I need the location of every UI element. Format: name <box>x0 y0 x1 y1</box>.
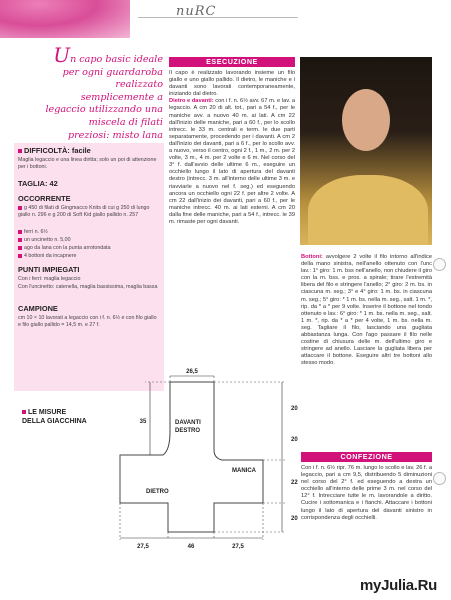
difficulty-heading: DIFFICOLTÀ: facile <box>18 146 91 155</box>
needs-item-3: un uncinetto n. 5,00 <box>18 237 160 244</box>
header-script-title: nuRC <box>176 4 217 19</box>
dim-right-4: 20 <box>291 516 298 522</box>
needs-item-5: 4 bottoni da incapnere <box>18 253 160 260</box>
difficulty-text: Maglia legaccio e una linea diritta; solo un poi di attenzione per i bottoni. <box>18 157 157 170</box>
garment-outline <box>120 382 263 532</box>
points-crochet: Con l'uncinetto: catenella, maglia bassissima, maglia bassa <box>18 284 158 290</box>
dim-bottom-1: 27,5 <box>137 544 149 550</box>
esecuzione-heading: ESECUZIONE <box>169 57 295 67</box>
confezione-heading: CONFEZIONE <box>301 452 432 462</box>
needs-item-4: ago da lana con la punta arrotondata <box>18 245 160 252</box>
diagram-title: LE MISURE DELLA GIACCHINA <box>22 409 87 425</box>
needs-item-1: g 450 di filati di Gingmacco Knits di cui g 250 di lungo giallo n. 296 e g 200 di Soft Kid giallo pallido n. 257 <box>18 205 150 218</box>
size-heading: TAGLIA: 42 <box>18 179 58 188</box>
points-heading: PUNTI IMPIEGATI <box>18 265 80 274</box>
label-back: DIETRO <box>146 489 169 495</box>
needs-item-2: ferri n. 6½ <box>18 229 160 236</box>
dim-bottom-2: 46 <box>187 544 195 550</box>
label-sleeve: MANICA <box>232 468 256 474</box>
sample-heading: CAMPIONE <box>18 304 58 313</box>
sample-text: cm 10 × 10 lavorati a legaccio con i f. n. 6½ e con filo giallo e filo giallo pallido = 14,5 m. e 27 f. <box>18 315 157 328</box>
intro-initial: U <box>53 43 71 67</box>
dim-bottom-3: 27,5 <box>232 544 244 550</box>
dim-left: 35 <box>139 419 147 425</box>
esecuzione-text: Il capo è realizzato lavorando insieme un filo giallo e uno giallo pallido. Il dietro, le maniche e i davanti sono lavorati contemporaneamente, iniziando dal dietro. Dietro e davanti: con i f. n. 6½ avv. 67 m. e lav. a legaccio. A cm 20 di alt. tot., pari a 54 f., per le maniche avv. a nuovo 40 m. ai lati. A cm 22 dall'inizio delle maniche, pari a 60 f., per lo scollo intrecc. le 33 m. centrali e term. le due parti separatamente, procedendo per i davanti. A cm 2 dall'inizio dei davanti, pari a 6 f., per lo scollo avv. a nuovo, verso il centro, ogni 2 f., 1 m., 2 m. per 2 volte, 3 m., 4 m. per 2 volte e 6 m. Nel corso del 3° f. dall'avvio delle ultime 6 m., eseguire un occhiello lungo il lato di apertura del davanti destro (intrecc. 3 m. all'interno delle ultime 3 m. e riavviarle a nuovo nel f. seg.) ed eseguendo ancora un occhiello ogni 22 f. per altre 2 volte. A cm 22 dall'inizio dei davanti, pari a 60 f., per le maniche intrecc. 40 m. ai lati esterni. A cm 20 dalla fine delle maniche, pari a 54 f., intrecc. le 39 m. rimaste per ogni davanti. <box>169 70 296 225</box>
site-watermark: myJulia.Ru <box>360 577 438 594</box>
dim-top: 26,5 <box>186 369 198 375</box>
dim-right-3: 22 <box>291 480 298 486</box>
confezione-text: Con i f. n. 6½ ripr. 76 m. lungo lo scollo e lav. 26 f. a legaccio, pari a cm 9,5, distribuendo 5 diminuzioni nel corso del 2° f. ed eseguendo a destra un occhiello all'interno delle prime 3 m. nel corso del 12° f. Intrecciare tutte le m. lavorandole a diritto. Cucire i sottomanica e i fianchi. Attaccare i bottoni lungo il lato di apertura del davanti sinistro in corrispondenza degli occhielli. <box>301 465 432 521</box>
bottoni-text: Bottoni: avvolgere 2 volte il filo intorno all'indice della mano sinistra, nell'anello ottenuto con l'unc lav.: 1° giro: 1 m. bss nell'anello, non chiudere il giro con la m. bss. e pros. a spirale; tirare l'estremità libera del filo e stringere l'anello; 2° giro: 2 m. bs. in ciascuna m. seg.; 3° e 4° giro: 1 m. bs. in ciascuna m. seg.; 5° giro: * 1 m. bs. nella m. seg., salt. 1 m. *, rip. da * a * per 9 volte. Inserire il bottone nel tondo ottenuto e lav.: 6° giro: * 1 m. bs. nella m. seg., salt. 1 m. *, rip. da * a * per 4 volte, 1 m. bs. nella m. seg. Tagliare il filo, lasciando una gugliata abbastanza lunga. Con l'ago passare il filo nelle costine di chiusura delle m. dell'ultimo giro e stringere ad anello. Lasciare la gugliata libera per attaccare il bottone. Eseguire altri tre bottoni allo stesso modo. <box>301 254 432 367</box>
points-knit: Con i ferri: maglia legaccio <box>18 276 81 282</box>
needs-heading: OCCORRENTE <box>18 194 71 203</box>
label-front-line1: DAVANTI <box>175 420 201 426</box>
label-front-line2: DESTRO <box>175 428 201 434</box>
dim-right-1: 20 <box>291 406 298 412</box>
dim-right-2: 20 <box>291 437 298 443</box>
intro-body: n capo basic ideale per ogni guardaroba realizzato semplicemente a legaccio utilizzando una miscela di filati preziosi: misto lana <box>45 54 163 141</box>
